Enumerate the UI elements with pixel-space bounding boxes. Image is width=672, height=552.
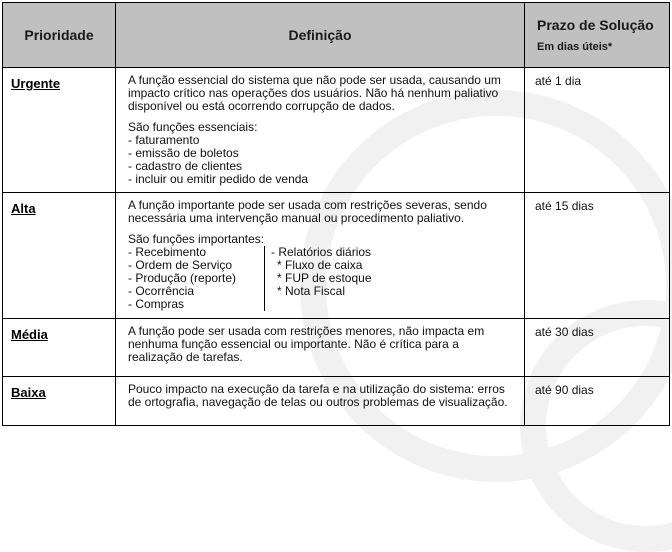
header-deadline xyxy=(525,3,670,68)
list-item: - Produção (reporte) xyxy=(128,271,237,285)
table-header-row xyxy=(3,3,670,68)
deadline-cell: até 1 dia xyxy=(525,68,670,193)
header-deadline-label: Prazo de Solução xyxy=(537,17,654,33)
list-title: São funções essenciais: xyxy=(128,120,258,134)
list-item: - Compras xyxy=(128,297,185,311)
deadline-cell: até 30 dias xyxy=(525,319,670,377)
list-item: - Ordem de Serviço xyxy=(128,258,233,272)
header-definition: Definição xyxy=(116,3,525,68)
list-item: - Ocorrência xyxy=(128,284,195,298)
list-item: - Relatórios diários xyxy=(271,245,372,259)
table-row xyxy=(3,68,670,193)
priority-cell xyxy=(3,68,116,193)
list-column-left xyxy=(128,246,265,311)
table-row xyxy=(3,319,670,377)
table-row xyxy=(3,193,670,319)
list-item: - emissão de boletos xyxy=(128,146,239,160)
header-deadline-subtitle: Em dias úteis* xyxy=(537,41,613,53)
list-item: - faturamento xyxy=(128,133,200,147)
definition-text: A função essencial do sistema que não pode ser usada, causando um impacto crítico nas operações dos usuários. Não há nenhum paliativo disponível ou está ocorrendo corrupção de dados. xyxy=(128,73,501,113)
definition-cell xyxy=(116,377,525,426)
definition-text: A função pode ser usada com restrições menores, não impacta em nenhuma função essencial ou importante. Não é crítica para a realização de tarefas. xyxy=(128,324,485,364)
table-row xyxy=(3,377,670,426)
list-item: * Nota Fiscal xyxy=(277,284,346,298)
definition-cell xyxy=(116,193,525,319)
list-item: - Recebimento xyxy=(128,245,207,259)
definition-cell xyxy=(116,319,525,377)
header-priority: Prioridade xyxy=(3,3,116,68)
priority-name: Alta xyxy=(11,201,36,216)
list-column-right xyxy=(265,246,372,311)
priority-table xyxy=(2,2,670,426)
deadline-cell: até 90 dias xyxy=(525,377,670,426)
priority-name: Média xyxy=(11,327,48,342)
definition-text: Pouco impacto na execução da tarefa e na utilização do sistema: erros de ortografia, navegação de telas ou outros problemas de visualização. xyxy=(128,382,508,409)
definition-text: A função importante pode ser usada com restrições severas, sendo necessária uma intervenção manual ou procedimento paliativo. xyxy=(128,198,487,225)
priority-cell xyxy=(3,193,116,319)
deadline-cell: até 15 dias xyxy=(525,193,670,319)
list-item: - incluir ou emitir pedido de venda xyxy=(128,172,309,186)
definition-cell xyxy=(116,68,525,193)
priority-cell xyxy=(3,319,116,377)
list-item: * Fluxo de caixa xyxy=(277,258,363,272)
list-item: - cadastro de clientes xyxy=(128,159,243,173)
priority-name: Baixa xyxy=(11,385,46,400)
list-title: São funções importantes: xyxy=(128,232,265,246)
priority-cell xyxy=(3,377,116,426)
list-item: * FUP de estoque xyxy=(277,271,372,285)
priority-name: Urgente xyxy=(11,76,61,91)
